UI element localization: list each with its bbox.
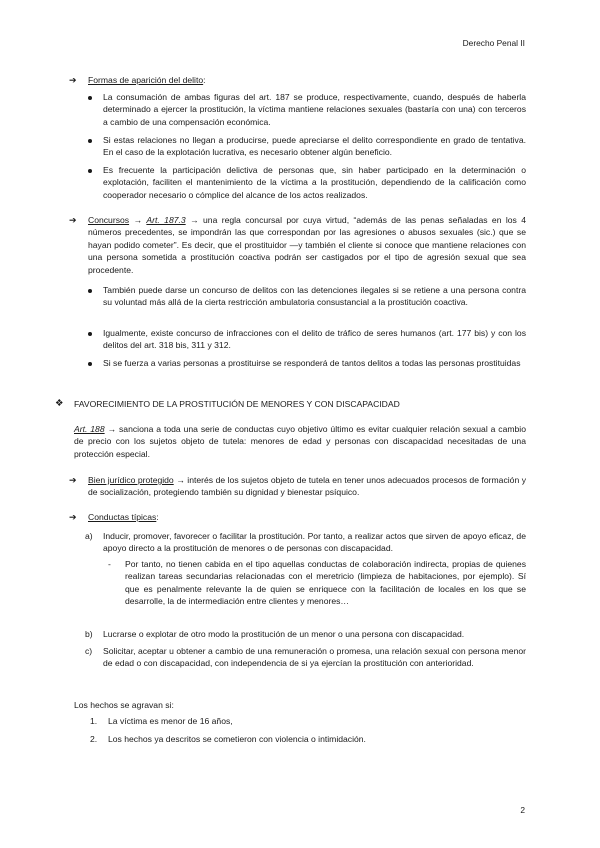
agravan-item-2: Los hechos ya descritos se cometieron con violencia o intimidación. [108,734,366,744]
conducta-label: a) [85,531,93,541]
concursos-title: Concursos [88,215,130,225]
arrow-bullet-icon: ➔ [69,75,77,85]
conducta-item-c: Solicitar, aceptar u obtener a cambio de una remuneración o promesa, una relación sexual con persona menor de edad o con discapacidad, con independencia de si ya ejercían la prostitución con anterioridad. [103,646,526,669]
concursos-bullet-3: Si se fuerza a varias personas a prostituirse se responderá de tantos delitos a todas las personas prostituidas [103,358,521,368]
agravan-item-1: La víctima es menor de 16 años, [108,716,233,726]
bullet-dot-icon [88,96,92,100]
conductas-heading [88,511,159,523]
concursos-bullet-1: También puede darse un concurso de delitos con las detenciones ilegales si se retiene a una persona contra su voluntad más allá de la cierta restricción ambulatoria consustancial a la prostitución coactiva. [103,285,526,308]
concursos-bullet-2: Igualmente, existe concurso de infracciones con el delito de tráfico de seres humanos (art. 177 bis) y con los delitos del art. 318 bis, 311 y 312. [103,328,526,351]
section-intro [74,423,526,460]
bien-juridico-paragraph [88,474,526,499]
bien-juridico-text: → interés de los sujetos objeto de tutela en tener unos adecuados procesos de formación y de socialización, protegiendo también su dignidad y bienestar psíquico. [88,475,527,498]
bullet-dot-icon [88,362,92,366]
section-article: Art. 188 [74,424,105,434]
conducta-item-a: Inducir, promover, favorecer o facilitar la prostitución. Por tanto, a realizar actos que sirven de apoyo eficaz, de apoyo directo a la prostitución de menores o de personas con discapacidad. [103,531,526,554]
bullet-dot-icon [88,169,92,173]
formas-bullet-2: Si estas relaciones no llegan a producirse, puede apreciarse el delito correspondiente en grado de tentativa. En el caso de la explotación lucrativa, es necesario obtener algún beneficio. [103,135,526,158]
agravan-num: 1. [90,716,98,726]
sub-dash-icon: - [108,559,111,569]
conductas-colon: : [156,512,159,522]
agravan-num: 2. [90,734,98,744]
concursos-paragraph [88,214,526,276]
bullet-dot-icon [88,139,92,143]
diamond-bullet-icon: ❖ [55,398,64,409]
bullet-dot-icon [88,332,92,336]
formas-heading [88,74,206,86]
formas-bullet-3: Es frecuente la participación delictiva de personas que, sin haber participado en la determinación o explotación, faciliten el mantenimiento de la víctima a la prostitución, dependiendo de la calificación como cooperador necesario o cómplice del alcance de los actos realizados. [103,165,526,200]
formas-colon: : [203,75,206,85]
agravan-heading: Los hechos se agravan si: [74,700,174,710]
arrow-bullet-icon: ➔ [69,475,77,485]
section-intro-text: → sanciona a toda una serie de conductas cuyo objetivo último es evitar cualquier relación sexual a cambio de precio con los sujetos objeto de tutela: menores de edad y personas con discapacidad necesitadas de una protección especial. [74,424,526,459]
conducta-item-b: Lucrarse o explotar de otro modo la prostitución de un menor o una persona con discapacidad. [103,629,465,639]
concursos-text: → una regla concursal por cuya virtud, “además de las penas señaladas en los 4 números precedentes, se impondrán las que correspondan por las agresiones o abusos sexuales (sic.) que se hayan podido cometer”. Es decir, que el prostituidor —y también el cliente si conoce que mantiene relaciones con una persona sometida a prostitución coactiva podrán ser castigados por el tipo de agresión sexual que sea procedente. [88,215,526,275]
bullet-dot-icon [88,289,92,293]
arrow-bullet-icon: ➔ [69,512,77,522]
arrow-bullet-icon: ➔ [69,215,77,225]
formas-title: Formas de aparición del delito [88,75,204,85]
conductas-title: Conductas típicas [88,512,157,522]
bien-juridico-title: Bien jurídico protegido [88,475,174,485]
formas-bullet-1: La consumación de ambas figuras del art. 187 se produce, respectivamente, cuando, después de haberla determinado a ejercer la prostitución, la víctima mantiene relaciones sexuales (bastaría con una) con terceros a cambio de una compensación económica. [103,92,526,127]
page-header: Derecho Penal II [462,38,525,48]
concursos-article: Art. 187.3 [146,215,186,225]
concursos-arrow: → [133,215,143,225]
conducta-label: c) [85,646,93,656]
conducta-sub-note: Por tanto, no tienen cabida en el tipo aquellas conductas de colaboración indirecta, propias de quienes realizan tareas secundarias relacionadas con el meretricio (limpieza de habitaciones, por ejemplo). Sí que es penalmente relevante la de quien se enriquece con la facilitación de locales en los que se desarrolle, la de intermediación entre clientes y menores… [125,559,526,607]
page-number: 2 [520,805,525,815]
conducta-label: b) [85,629,93,639]
section-title: FAVORECIMIENTO DE LA PROSTITUCIÓN DE MENORES Y CON DISCAPACIDAD [74,399,400,409]
